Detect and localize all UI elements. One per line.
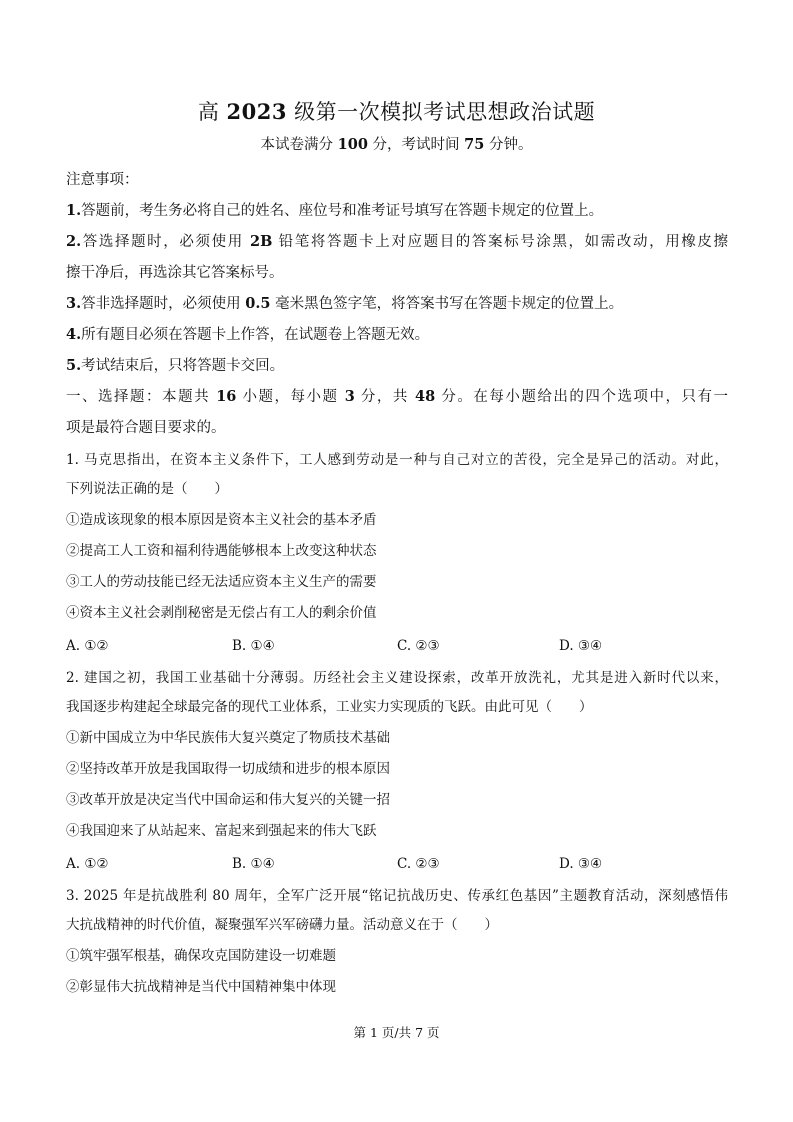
q2-stem-cont: 我国逐步构建起全球最完备的现代工业体系，工业实力实现质的飞跃。由此可见（ ） xyxy=(66,699,593,715)
q2-option-a: A. ①② xyxy=(66,856,109,872)
q1-option-a: A. ①② xyxy=(66,638,109,654)
note-1: 1.答题前，考生务必将自己的姓名、座位号和准考证号填写在答题卡规定的位置上。 xyxy=(66,202,604,219)
q2-statement-2: ②坚持改革开放是我国取得一切成绩和进步的根本原因 xyxy=(66,761,390,777)
q2-option-b: B. ①④ xyxy=(232,856,275,872)
q1-option-b: B. ①④ xyxy=(232,638,275,654)
q1-stem-cont: 下列说法正确的是（ ） xyxy=(66,481,228,497)
q1-statement-2: ②提高工人工资和福利待遇能够根本上改变这种状态 xyxy=(66,543,377,559)
section-header: 一、选择题：本题共 16 小题，每小题 3 分，共 48 分。在每小题给出的四个选项中，只有一 xyxy=(66,388,728,405)
note-3: 3.答非选择题时，必须使用 0.5 毫米黑色签字笔，将答案书写在答题卡规定的位置上。 xyxy=(66,295,624,312)
note-5: 5.考试结束后，只将答题卡交回。 xyxy=(66,357,285,374)
section-header-cont: 项是最符合题目要求的。 xyxy=(66,420,226,436)
q2-statement-3: ③改革开放是决定当代中国命运和伟大复兴的关键一招 xyxy=(66,792,390,808)
q1-options xyxy=(66,636,728,656)
q2-options xyxy=(66,854,728,874)
note-2-cont: 擦干净后，再选涂其它答案标号。 xyxy=(66,265,284,281)
q3-stem-cont: 大抗战精神的时代价值，凝聚强军兴军磅礴力量。活动意义在于（ ） xyxy=(66,917,498,933)
q1-option-c: C. ②③ xyxy=(397,638,440,654)
exam-subtitle: 本试卷满分 100 分，考试时间 75 分钟。 xyxy=(260,136,533,153)
q1-statement-4: ④资本主义社会剥削秘密是无偿占有工人的剩余价值 xyxy=(66,605,377,621)
q2-statement-1: ①新中国成立为中华民族伟大复兴奠定了物质技术基础 xyxy=(66,730,390,746)
q1-statement-3: ③工人的劳动技能已经无法适应资本主义生产的需要 xyxy=(66,574,377,590)
q3-stem: 3. 2025 年是抗战胜利 80 周年，全军广泛开展“铭记抗战历史、传承红色基因”主题教育活动，深刻感悟伟 xyxy=(66,888,728,904)
q2-stem: 2. 建国之初，我国工业基础十分薄弱。历经社会主义建设探索，改革开放洗礼，尤其是进入新时代以来， xyxy=(66,670,728,686)
notes-heading: 注意事项： xyxy=(66,172,139,188)
q3-statement-2: ②彰显伟大抗战精神是当代中国精神集中体现 xyxy=(66,979,336,995)
q2-option-d: D. ③④ xyxy=(559,856,603,872)
q1-statement-1: ①造成该现象的根本原因是资本主义社会的基本矛盾 xyxy=(66,512,377,528)
q3-statement-1: ①筑牢强军根基，确保攻克国防建设一切难题 xyxy=(66,948,336,964)
q2-statement-4: ④我国迎来了从站起来、富起来到强起来的伟大飞跃 xyxy=(66,823,377,839)
q1-option-d: D. ③④ xyxy=(559,638,603,654)
page-footer: 第 1 页/共 7 页 xyxy=(353,1025,440,1040)
q2-option-c: C. ②③ xyxy=(397,856,440,872)
page-title: 高 2023 级第一次模拟考试思想政治试题 xyxy=(197,99,596,124)
note-4: 4.所有题目必须在答题卡上作答，在试题卷上答题无效。 xyxy=(66,326,430,343)
q1-stem: 1. 马克思指出，在资本主义条件下，工人感到劳动是一种与自己对立的苦役，完全是异己的活动。对此， xyxy=(66,452,728,468)
note-2: 2.答选择题时，必须使用 2B 铅笔将答题卡上对应题目的答案标号涂黑，如需改动，用橡皮擦 xyxy=(66,233,728,250)
